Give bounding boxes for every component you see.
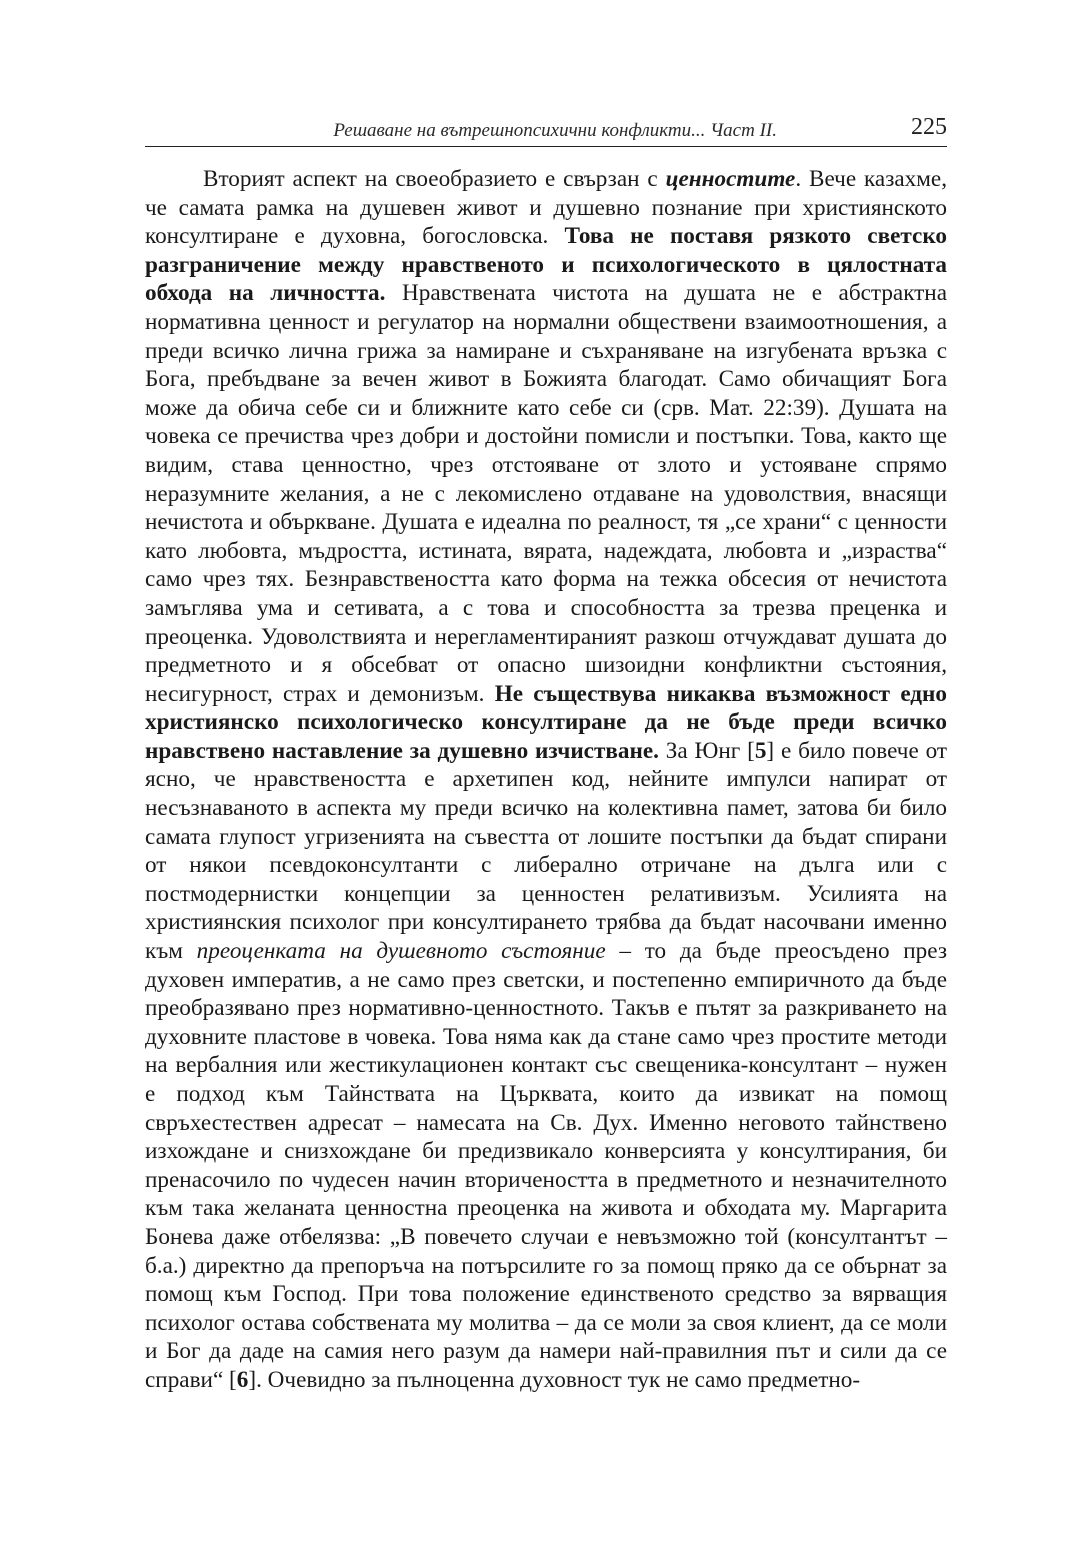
text-run: ] е било повече от ясно, че нравствеността е архетипен код, нейните импулси напират от несъзнаваното в аспекта му преди всичко на колективна памет, затова би било самата глупост угризенията на съвестта от лошите постъпки да бъдат спирани от някои псевдоконсултанти с либерално отричане на дълга или с постмодернистки концепции за ценностен релативизъм. Усилията на християнския психолог при консултирането трябва да бъдат насочвани именно към [145, 737, 948, 965]
body-paragraph [145, 147, 947, 1395]
bold-statement: Това не поставя рязкото светско разграничение между нравственото и психологическото в цялостната обхода на личността. [145, 223, 948, 307]
running-title: Решаване на вътрешнопсихични конфликти... Част II. [333, 120, 777, 141]
text-run: ]. Очевидно за пълноценна духовност тук не само предметно- [248, 1366, 861, 1393]
text-run: За Юнг [ [658, 737, 755, 764]
bold-statement: Не съществува никаква възможност едно християнско психологическо консултиране да не бъде преди всичко нравствено наставление за душевно изчистване. [145, 680, 947, 764]
text-run: Вторият аспект на своеобразието е свързан с [203, 166, 666, 192]
page-number: 225 [911, 114, 947, 140]
text-run: Нравствената чистота на душата не е абстрактна нормативна ценност и регулатор на нормални обществени взаимоотношения, а преди всичко лична грижа за намиране и съхраняване на изгубената връзка с Бога, пребъдване за вечен живот в Божията благодат. Само обичащият Бога може да обича себе си и ближните като себе си (срв. Мат. 22:39). Душата на човека се пречиства чрез добри и достойни помисли и постъпки. Това, както ще видим, става ценностно, чрез отстояване от злото и устояване спрямо неразумните желания, а не с лекомислено отдаване на удоволствия, внасящи нечистота и объркване. Душата е идеална по реалност, тя „се храни“ с ценности като любовта, мъдростта, истината, вярата, надеждата, любовта и „израства“ само чрез тях. Безнравствеността като форма на тежка обсесия от нечистота замъглява ума и сетивата, а с това и способността за трезва преценка и преоценка. Удоволствията и нерегламентираният разкош отчуждават душата до предметното и я обсебват от опасно шизоидни конфликтни състояния, несигурност, страх и демонизъм. [145, 280, 948, 707]
citation-ref: 6 [236, 1366, 249, 1393]
text-run: – то да бъде преосъдено през духовен императив, а не само през светски, и постепенно емпиричното да бъде преобразявано през нормативно-ценностното. Такъв е пътят за разкриването на духовните пластове в човека. Това няма как да стане само чрез простите методи на вербалния или жестикулационен контакт със свещеника-консултант – нужен е подход към Тайнствата на Църквата, които да извикат на помощ свръхестествен адресат – намесата на Св. Дух. Именно неговото тайнствено изхождане и снизхождане би предизвикало конверсията у консултирания, би пренасочило по чудесен начин вторичеността в предметното и незначителното към така желаната ценностна преоценка на живота и обходата му. Маргарита Бонева даже отбелязва: „В повечето случаи е невъзможно той (консултантът – б.а.) директно да препоръча на потърсилите го за помощ пряко да се обърнат за помощ към Господ. При това положение единственото средство за вярващия психолог остава собствената му молитва – да се моли за своя клиент, да се моли и Бог да даде на самия него разум да намери най-правилния път и сили да се справи“ [ [145, 938, 947, 1393]
book-page [145, 114, 947, 1395]
citation-ref: 5 [754, 737, 767, 764]
text-run: . Вече казахме, че самата рамка на душевен живот и душевно познание при християнското консултиране е духовна, богословска. [145, 166, 948, 250]
emphasis-values: ценностите [665, 166, 796, 192]
italic-phrase: преоценката на душевното състояние [196, 938, 606, 965]
running-header [145, 114, 947, 147]
